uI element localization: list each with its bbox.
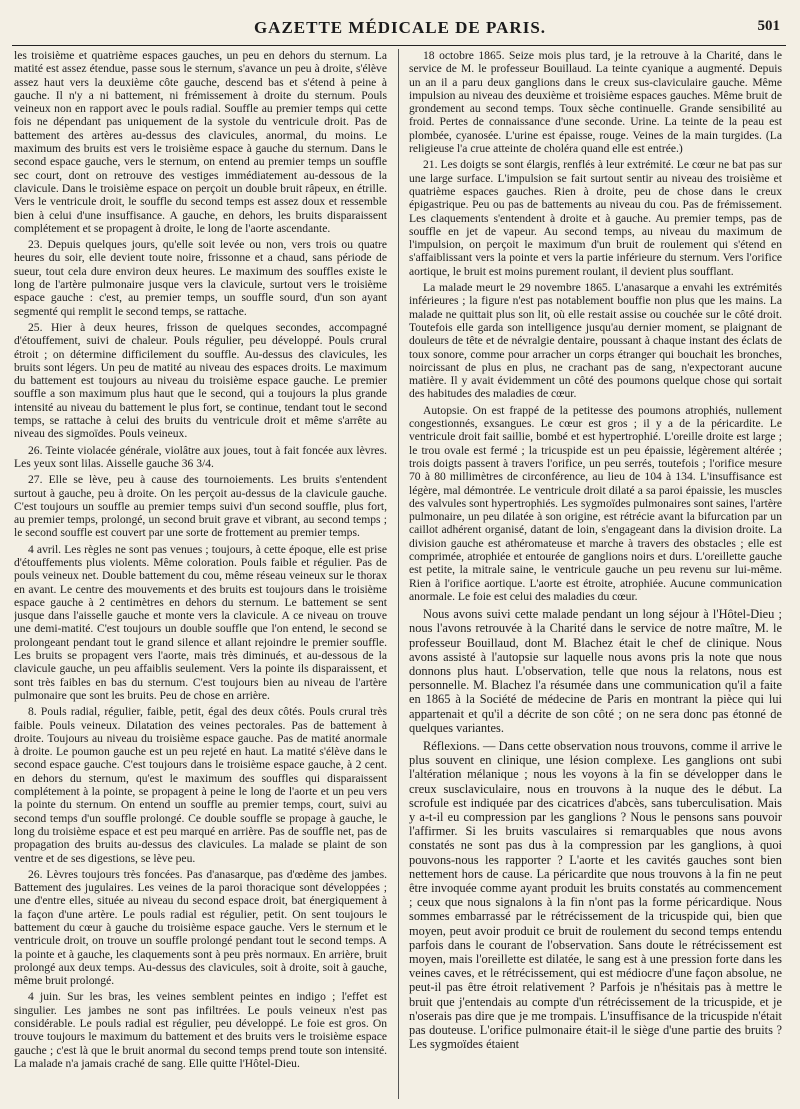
paragraph: 8. Pouls radial, régulier, faible, petit, égal des deux côtés. Pouls crural très faible. Pouls veineux. Dilatation des veines pectorales. Pas de battement à droite. Toujours au niveau du troisième espace gauche. Pas de matité anormale à droite. Le poumon gauche est un peu rejeté en haut. La matité s'élève dans le second espace gauche. C'est toujours dans le troisième espace gauche, à 2 cent. en dehors du sternum, qu'est le maximum des souffles qui disparaissent complétement à la pointe, se propagent à peine le long de l'aorte et un peu vers la pointe du sternum. On entend un souffle au premier temps, court, suivi au second temps d'un souffle prolongé. Ce double souffle se propage à gauche, le long du troisième espace et est peu marqué en arrière. Pas de souffle net, pas de propagation des bruits au-dessus des clavicules. La malade se plaint de son ventre et de ses digestions, se lève peu.	[14, 705, 387, 865]
paragraph: 21. Les doigts se sont élargis, renflés à leur extrémité. Le cœur ne bat pas sur une large surface. L'impulsion se fait surtout sentir au niveau des troisième et quatrième espaces gauches. Rien à droite, peu de chose dans le creux épigastrique. Peu ou pas de battements au niveau du cou. Pas de frémissement. Les claquements s'entendent à droite et à gauche. Au premier temps, pas de souffle en jet de vapeur. Au second temps, au niveau du maximum de l'impulsion, on perçoit le maximum d'un bruit de roulement qui s'étend en s'affaiblissant vers la pointe et vers la partie inférieure du sternum. Vers l'orifice aortique, le bruit est moins purement roulant, il devient plus soufflant.	[409, 158, 782, 278]
reflexions-paragraph: Réflexions. — Dans cette observation nous trouvons, comme il arrive le plus souvent en clinique, une lésion complexe. Les ganglions ont subi l'altération mélanique ; nous les voyons à la fin se développer dans le creux susclaviculaire, nous en trouvons à la nuque des le début. La scrofule est indiquée par des cicatrices d'abcès, sans tuberculisation. Mais y a-t-il eu compression par les ganglions ? Nous le pensons sans pouvoir l'affirmer. Si les bruits vasculaires si remarquables que nous avons constatés ne sont pas dus à la compression par les ganglions, à quoi pouvons-nous les rapporter ? L'aorte et les cavités gauches sont bien nettement hors de cause. La péricardite que nous trouvons à la fin ne peut être invoquée comme ayant produit les bruits constatés au commencement ; ceux que nous signalons à la fin n'ont pas la forme péricardique. Nous sommes embarrassé par le rétrécissement de la tricuspide qui, bien que moyen, peut avoir produit ce bruit de roulement du second temps entendu parfois dans le courant de l'observation. Sans doute le rétrécissement est moyen, mais l'oreillette est dilatée, le sang est à une pression forte dans les veines caves, et le rétrécissement, qui est médiocre d'une façon absolue, ne peut-il pas être étroit relativement ? Parfois je n'hésitais pas à mettre le bruit que j'entendais au compte d'un rétrécissement de la tricuspide, et je n'oserais pas dire que je me trompais. L'insuffisance de la tricuspide n'était pas douteuse. L'orifice pulmonaire était-il le siège d'une partie des bruits ? Les sygmoïdes étaient	[409, 739, 782, 1052]
header-rule	[12, 45, 786, 46]
paragraph: 4 avril. Les règles ne sont pas venues ; toujours, à cette époque, elle est prise d'étouffements plus violents. Même coloration. Pouls faible et régulier. Pas de pouls veineux net. Double battement du cou, même réseau veineux sur le thorax en avant. Le centre des mouvements et des bruits est toujours dans le troisième espace gauche à 2 centimètres en dehors du sternum. Le battement se sent jusque dans l'aisselle gauche et monte vers la clavicule. A ce niveau on trouve une demi-matité. C'est toujours un double souffle que l'on entend, le second se prolongeant pendant tout le grand silence et allant rejoindre le premier souffle. Les bruits se propagent vers l'aorte, mais très diminués, et au-dessous de la clavicule gauche, un peu affaiblis seulement. Vers la pointe ils disparaissent, et sont très faibles en bas du sternum. C'est toujours bien au niveau de l'artère pulmonaire que sont les bruits. Peu de chose en arrière.	[14, 542, 387, 702]
paragraph: Autopsie. On est frappé de la petitesse des poumons atrophiés, nullement congestionnés, exsangues. Le cœur est gros ; il y a de la péricardite. Le ventricule droit fait saillie, bombé et est hypertrophié. L'oreille droite est large ; le trou ovale est fermé ; la tricuspide est un peu épaissie, légèrement altérée ; trois doigts passent à travers l'orifice, un peu serrés, toutefois ; l'orifice mesure 70 à 80 millimètres de circonférence, au lieu de 104 à 134. L'insuffisance est légère, mal démontrée. Le ventricule droit dilaté a sa paroi épaissie, les muscles des valvules sont hypertrophiés. Les sygmoïdes pulmonaires sont saines, l'artère pulmonaire, un peu dilatée à son origine, est rétrécie avant la bifurcation par un caillot adhérent organisé, datant de loin, s'engageant dans la division droite. La division gauche est athéromateuse et marche à travers des obstacles ; elle est comprimée, atrophiée et entourée de ganglions noirs et durs. L'oreillette gauche est petite, la mitrale saine, le ventricule gauche un peu revenu sur lui-même. Rien à l'orifice aortique. L'aorte est étroite, atrophiée. Aucune communication anormale. Le foie est celui des maladies du cœur.	[409, 403, 782, 603]
left-column	[14, 49, 387, 1099]
paragraph: les troisième et quatrième espaces gauches, un peu en dehors du sternum. La matité est assez étendue, passe sous le sternum, s'avance un peu à droite, s'élève assez haut vers la deuxième côte gauche, descend bas et s'étend à peine à gauche. Il n'y a ni battement, ni frémissement à droite du sternum. Pouls veineux non en rapport avec le pouls radial. Souffle au premier temps qui cette fois ne dépendant pas uniquement de la systole du ventricule droit. Pas de battement des artères au-dessus des clavicules, anormal, du moins. Le maximum des bruits est vers le troisième espace à gauche du sternum. Dans le second espace gauche, vers le sternum, on entend au premier temps un souffle sec court, dont on retrouve des vestiges immédiatement au-dessous de la clavicule. Dans le troisième espace on perçoit un double bruit râpeux, en étrille. Vers le ventricule droit, le souffle du second temps est assez doux et ressemble bien à celui d'une insuffisance. A gauche, en dehors, les bruits disparaissent complétement et se propagent à droite, le long de l'aorte ascendante.	[14, 49, 387, 235]
paragraph: La malade meurt le 29 novembre 1865. L'anasarque a envahi les extrémités inférieures ; la figure n'est pas notablement bouffie non plus que les mains. La malade ne quittait plus son lit, où elle restait assise ou couchée sur le côté droit. Toutefois elle garda son intelligence jusqu'au dernier moment, se plaignant de douleurs de tête et de névralgie dentaire, poussant à chaque instant des éclats de toux sonore, comme pour arracher un corps étranger qui bouchait les bronches, noircissant de plus en plus, ne crachant pas de sang, n'expectorant aucune matière. Il y avait évidemment un côté des poumons quelque chose qui sortait des habitudes des maladies de cœur.	[409, 281, 782, 401]
paragraph: 4 juin. Sur les bras, les veines semblent peintes en indigo ; l'effet est singulier. Les jambes ne sont pas infiltrées. Le pouls veineux n'est pas considérable. Le pouls radial est régulier, peu développé. Le foie est gros. On trouve toujours le maximum du battement et des bruits vers le troisième espace gauche ; c'est là que le bruit anormal du second temps prend toute son intensité. La malade n'a jamais craché de sang. Elle quitte l'Hôtel-Dieu.	[14, 990, 387, 1070]
running-title: GAZETTE MÉDICALE DE PARIS.	[253, 18, 547, 37]
paragraph: 27. Elle se lève, peu à cause des tournoiements. Les bruits s'entendent surtout à gauche, peu à droite. On les perçoit au-dessus de la clavicule gauche. C'est toujours un souffle au premier temps suivi d'un second souffle, plus fort, au premier temps, prolongé, un second bruit grave et vibrant, au second temps ; le second souffle est couvert par une sorte de frottement au premier temps.	[14, 473, 387, 540]
right-column	[409, 49, 782, 1099]
editorial-note: Nous avons suivi cette malade pendant un long séjour à l'Hôtel-Dieu ; nous l'avons retrouvée à la Charité dans le service de notre maître, M. le professeur Bouillaud, dont M. Blachez était le chef de clinique. Nous avons assisté à l'autopsie sur laquelle nous avons pris la note que nous donnons plus haut. L'observation, telle que nous la relatons, nous est personnelle. M. Blachez l'a résumée dans une communication qu'il a faite en 1865 à la Société de médecine de Paris en montrant la pièce qui lui appartenait et qu'il a décrite de son côté ; on ne sera donc pas étonné de quelques variantes.	[409, 607, 782, 735]
paragraph: 25. Hier à deux heures, frisson de quelques secondes, accompagné d'étouffement, suivi de chaleur. Pouls régulier, peu développé. Pouls crural étroit ; on détermine difficilement du souffle. Au-dessus des clavicules, les bruits sont légers. Un peu de matité au niveau des espaces droits. Le maximum du battement est toujours au niveau du troisième espace gauche. Le premier souffle a son maximum plus haut que le second, qui a toujours la plus grande intensité au niveau du battement le plus fort, se continue, tendant tout le second temps, se rattache à celui des bruits du ventricule droit et même s'arrête au niveau des sigmoïdes. Pouls veineux.	[14, 320, 387, 441]
paragraph: 23. Depuis quelques jours, qu'elle soit levée ou non, vers trois ou quatre heures du soir, elle devient toute noire, frissonne et a chaud, sans période de sueur, tout cela dure environ deux heures. Le maximum des souffles existe le long de l'artère pulmonaire jusque vers la clavicule, surtout vers le troisième espace gauche : c'est, au premier temps, un souffle sourd, d'un son ayant segmenté qui remplit le second temps, se rattache.	[14, 238, 387, 318]
page-header	[0, 18, 800, 44]
paragraph: 26. Teinte violacée générale, violâtre aux joues, tout à fait foncée aux lèvres. Les yeux sont lilas. Aisselle gauche 36 3/4.	[14, 443, 387, 470]
column-divider	[398, 49, 399, 1099]
paragraph: 26. Lèvres toujours très foncées. Pas d'anasarque, pas d'œdème des jambes. Battement des jugulaires. Les veines de la paroi thoracique sont développées ; une d'entre elles, située au niveau du second espace droit, bat énergiquement à la façon d'une artère. Le pouls radial est régulier, petit. On sent toujours le battement du cœur à gauche du troisième espace gauche. Vers le sternum et le ventricule droit, on trouve un souffle prolongé pendant tout le second temps. A la pointe et à gauche, les claquements sont à peu près normaux. En arrière, bruit prolongé aux deux temps. Au-dessus des clavicules, soit à droite, soit à gauche, même bruit prolongé.	[14, 867, 387, 988]
page-number: 501	[757, 18, 780, 34]
paragraph: 18 octobre 1865. Seize mois plus tard, je la retrouve à la Charité, dans le service de M. le professeur Bouillaud. La teinte cyanique a augmenté. Depuis un an il a paru deux ganglions dans le creux sus-claviculaire gauche. Même impulsion au niveau des deuxième et troisième espaces gauches. Même bruit de grondement au second temps. Toux sèche continuelle. Grande sensibilité au froid. Pertes de connaissance d'une seconde. Urine. La teinte de la peau est plombée, cyanosée. L'urine est épaisse, rouge. Veines de la main turgides. (La religieuse l'a crue atteinte de choléra quand elle est entrée.)	[409, 49, 782, 156]
